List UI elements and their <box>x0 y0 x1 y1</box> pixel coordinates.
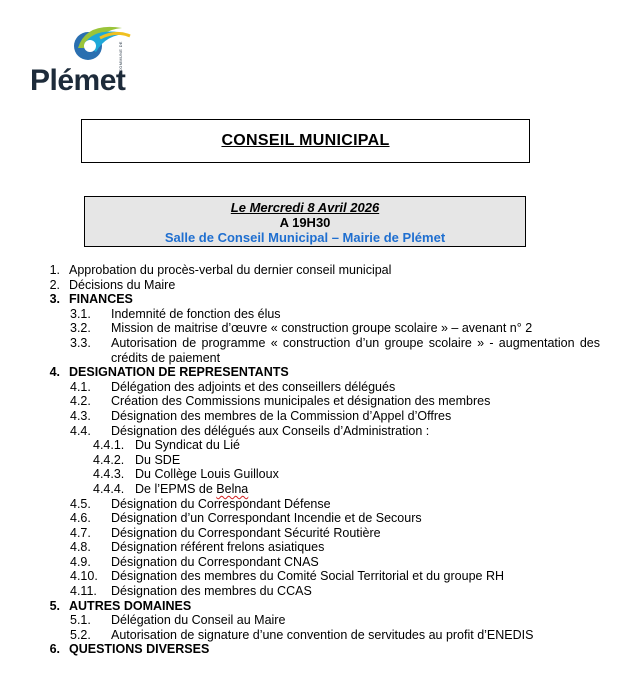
commune-logo <box>30 18 140 97</box>
agenda-section <box>0 599 621 614</box>
item-text: Désignation référent frelons asiatiques <box>111 540 325 555</box>
agenda-item <box>0 380 621 395</box>
item-number: 3.1. <box>70 306 91 321</box>
item-text: Désignation des membres du Comité Social Territorial et du groupe RH <box>111 569 505 584</box>
item-text: Du SDE <box>135 452 181 467</box>
agenda-item <box>0 307 621 322</box>
agenda-section <box>0 365 621 380</box>
item-text: Délégation du Conseil au Maire <box>111 613 286 628</box>
item-text: Indemnité de fonction des élus <box>111 306 281 321</box>
agenda-item <box>0 424 621 439</box>
item-text: Désignation des membres de la Commission d’Appel d’Offres <box>111 408 452 423</box>
spellcheck-flagged-word: Belna <box>216 481 249 496</box>
agenda-list <box>0 263 621 657</box>
item-number: 4.2. <box>70 394 91 409</box>
item-text: Délégation des adjoints et des conseillers délégués <box>111 379 396 394</box>
item-text <box>135 482 248 497</box>
section-heading: AUTRES DOMAINES <box>69 598 192 613</box>
item-number: 3.2. <box>70 321 91 336</box>
agenda-subitem <box>0 438 621 453</box>
item-text: Désignation du Correspondant Sécurité Routière <box>111 525 381 540</box>
item-text: Création des Commissions municipales et désignation des membres <box>111 394 491 409</box>
agenda-item <box>0 613 621 628</box>
meeting-date: Le Mercredi 8 Avril 2026 <box>230 200 380 215</box>
agenda-subitem <box>0 482 621 497</box>
agenda-subitem <box>0 453 621 468</box>
logo-name: Plémet <box>30 64 126 97</box>
item-number: 6. <box>49 642 60 657</box>
section-heading: QUESTIONS DIVERSES <box>69 642 210 657</box>
item-number: 4.4.3. <box>93 467 125 482</box>
agenda-item <box>0 584 621 599</box>
page-title: CONSEIL MUNICIPAL <box>221 132 390 149</box>
section-heading: FINANCES <box>69 292 133 307</box>
logo-swirl-icon <box>70 18 134 66</box>
item-number: 5. <box>49 598 60 613</box>
agenda-section <box>0 642 621 657</box>
meeting-place: Salle de Conseil Municipal – Mairie de Plémet <box>164 230 446 245</box>
item-number: 4.10. <box>70 569 98 584</box>
item-number: 4.3. <box>70 408 91 423</box>
item-number: 2. <box>49 277 60 292</box>
item-text: Décisions du Maire <box>69 277 176 292</box>
item-number: 4.4.1. <box>93 438 125 453</box>
item-text: Autorisation de signature d’une convention de servitudes au profit d’ENEDIS <box>111 627 534 642</box>
agenda-subitem <box>0 467 621 482</box>
agenda-section <box>0 292 621 307</box>
item-text-prefix: De l’EPMS de <box>135 481 217 496</box>
meeting-time: A 19H30 <box>279 215 331 230</box>
agenda-item <box>0 555 621 570</box>
item-number: 4.4.2. <box>93 452 125 467</box>
item-number: 4.9. <box>70 554 91 569</box>
agenda-item <box>0 569 621 584</box>
logo-small-text: COMMUNE DE <box>118 41 123 72</box>
item-text: Approbation du procès-verbal du dernier conseil municipal <box>69 263 392 277</box>
agenda-item <box>0 394 621 409</box>
agenda-item <box>0 511 621 526</box>
agenda-item <box>0 263 621 278</box>
item-number: 3. <box>49 292 60 307</box>
item-number: 4.4. <box>70 423 91 438</box>
item-number: 3.3. <box>70 335 91 350</box>
meeting-info-box <box>84 196 526 247</box>
item-text: Désignation du Correspondant CNAS <box>111 554 319 569</box>
item-text: Désignation du Correspondant Défense <box>111 496 331 511</box>
agenda-item <box>0 628 621 643</box>
item-number: 4.7. <box>70 525 91 540</box>
item-text: Désignation d’un Correspondant Incendie et de Secours <box>111 511 422 526</box>
item-number: 5.2. <box>70 627 91 642</box>
item-number: 4.6. <box>70 511 91 526</box>
item-number: 4.5. <box>70 496 91 511</box>
agenda-item <box>0 409 621 424</box>
title-box <box>81 119 530 163</box>
item-number: 4. <box>49 365 60 380</box>
agenda-item <box>0 540 621 555</box>
item-number: 1. <box>49 263 60 277</box>
item-number: 4.4.4. <box>93 481 125 496</box>
item-number: 5.1. <box>70 613 91 628</box>
agenda-item <box>0 321 621 336</box>
agenda-item <box>0 336 621 365</box>
item-text: Désignation des délégués aux Conseils d’Administration : <box>111 423 430 438</box>
item-text: Mission de maitrise d’œuvre « construction groupe scolaire » – avenant n° 2 <box>111 321 533 336</box>
section-heading: DESIGNATION DE REPRESENTANTS <box>69 365 289 380</box>
agenda-item <box>0 526 621 541</box>
agenda-item <box>0 497 621 512</box>
item-number: 4.11. <box>70 584 97 599</box>
item-number: 4.8. <box>70 540 91 555</box>
agenda-item <box>0 278 621 293</box>
item-text: Du Collège Louis Guilloux <box>135 467 279 482</box>
item-text: Autorisation de programme « construction d’un groupe scolaire » - augmentation des crédits de paiement <box>111 335 600 365</box>
item-text: Du Syndicat du Lié <box>135 438 240 453</box>
item-text: Désignation des membres du CCAS <box>111 584 312 599</box>
item-number: 4.1. <box>70 379 91 394</box>
